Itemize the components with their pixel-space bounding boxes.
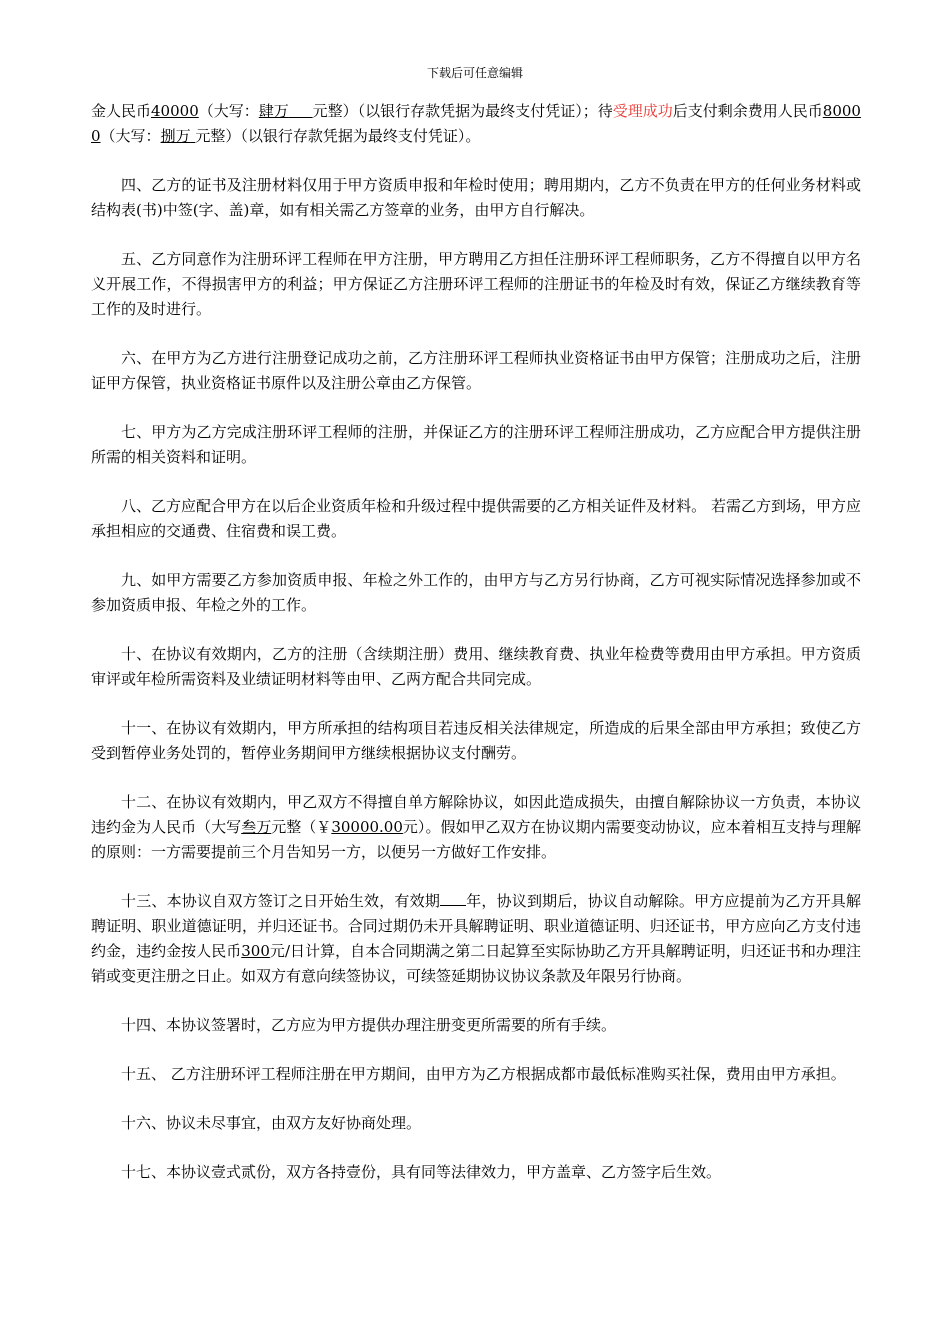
document-body <box>91 99 861 1209</box>
clause-11: 十一、在协议有效期内，甲方所承担的结构项目若违反相关法律规定，所造成的后果全部由甲方承担；致使乙方受到暂停业务处罚的，暂停业务期间甲方继续根据协议支付酬劳。 <box>91 719 861 762</box>
paragraph-payment-terms <box>91 99 861 149</box>
text-segment: 元整）（以银行存款凭据为最终支付凭证）。 <box>195 127 481 145</box>
clause-13 <box>91 889 861 989</box>
amount-80000: 80000 <box>91 102 861 145</box>
amount-300: 300 <box>241 942 270 960</box>
term-years-blank <box>440 904 466 906</box>
text-segment: 后支付剩余费用人民币 <box>672 102 823 120</box>
clause-15: 十五、 乙方注册环评工程师注册在甲方期间，由甲方为乙方根据成都市最低标准购买社保，费用由甲方承担。 <box>121 1065 846 1083</box>
highlighted-text: 受理成功 <box>612 102 673 120</box>
text-segment: （大写： <box>100 127 161 145</box>
capital-amount-1: 肆万 <box>258 102 289 120</box>
text-segment: 元/日计算，自本合同期满之第二日起算至实际协助乙方开具解聘证明，归还证书和办理注销或变更注册之日止。如双方有意向续签协议，可续签延期协议协议条款及年限另行协商。 <box>91 942 861 985</box>
capital-amount-2: 捌万 <box>160 127 191 145</box>
clause-17: 十七、本协议壹式贰份，双方各持壹份，具有同等法律效力，甲方盖章、乙方签字后生效。 <box>121 1163 722 1181</box>
page-header-note: 下载后可任意编辑 <box>426 66 523 80</box>
clause-7: 七、甲方为乙方完成注册环评工程师的注册，并保证乙方的注册环评工程师注册成功，乙方应配合甲方提供注册所需的相关资料和证明。 <box>91 423 861 466</box>
amount-30000: 30000.00 <box>331 818 403 836</box>
clause-5: 五、乙方同意作为注册环评工程师在甲方注册，甲方聘用乙方担任注册环评工程师职务，乙方不得擅自以甲方名义开展工作，不得损害甲方的利益；甲方保证乙方注册环评工程师的注册证书的年检及时有效，保证乙方继续教育等工作的及时进行。 <box>91 250 861 318</box>
clause-6: 六、在甲方为乙方进行注册登记成功之前，乙方注册环评工程师执业资格证书由甲方保管；注册成功之后，注册证甲方保管，执业资格证书原件以及注册公章由乙方保管。 <box>91 349 861 392</box>
text-segment: 年，协议到期后，协议自动解除。甲方应提前为乙方开具解聘证明、职业道德证明，并归还证书。合同过期仍未开具解聘证明、职业道德证明、归还证书，甲方应向乙方支付违约金，违约金按人民币 <box>91 892 861 960</box>
capital-amount-3: 叁万 <box>241 818 272 836</box>
text-segment: 十三、本协议自双方签订之日开始生效，有效期 <box>121 892 441 910</box>
text-segment: 十二、在协议有效期内，甲乙双方不得擅自单方解除协议，如因此造成损失，由擅自解除协议一方负责，本协议违约金为人民币（大写 <box>91 793 861 836</box>
clause-4: 四、乙方的证书及注册材料仅用于甲方资质申报和年检时使用；聘用期内，乙方不负责在甲方的任何业务材料或结构表(书)中签(字、盖)章，如有相关需乙方签章的业务，由甲方自行解决。 <box>91 176 861 219</box>
clause-12 <box>91 790 861 865</box>
clause-16: 十六、协议未尽事宜，由双方友好协商处理。 <box>121 1114 422 1132</box>
clause-14: 十四、本协议签署时，乙方应为甲方提供办理注册变更所需要的所有手续。 <box>121 1016 617 1034</box>
amount-40000: 40000 <box>151 102 199 120</box>
text-segment: 金人民币 <box>91 102 152 120</box>
text-segment: （大写： <box>198 102 259 120</box>
text-segment: 元）。假如甲乙双方在协议期内需要变动协议，应本着相互支持与理解的原则：一方需要提前三个月告知另一方，以便另一方做好工作安排。 <box>91 818 861 861</box>
text-segment: 元整（￥ <box>271 818 332 836</box>
clause-8: 八、乙方应配合甲方在以后企业资质年检和升级过程中提供需要的乙方相关证件及材料。 若需乙方到场，甲方应承担相应的交通费、住宿费和误工费。 <box>91 497 861 540</box>
clause-9: 九、如甲方需要乙方参加资质申报、年检之外工作的，由甲方与乙方另行协商，乙方可视实际情况选择参加或不参加资质申报、年检之外的工作。 <box>91 571 861 614</box>
clause-10: 十、在协议有效期内，乙方的注册（含续期注册）费用、继续教育费、执业年检费等费用由甲方承担。甲方资质审评或年检所需资料及业绩证明材料等由甲、乙两方配合共同完成。 <box>91 645 861 688</box>
text-segment: 元整）（以银行存款凭据为最终支付凭证）；待 <box>312 102 613 120</box>
